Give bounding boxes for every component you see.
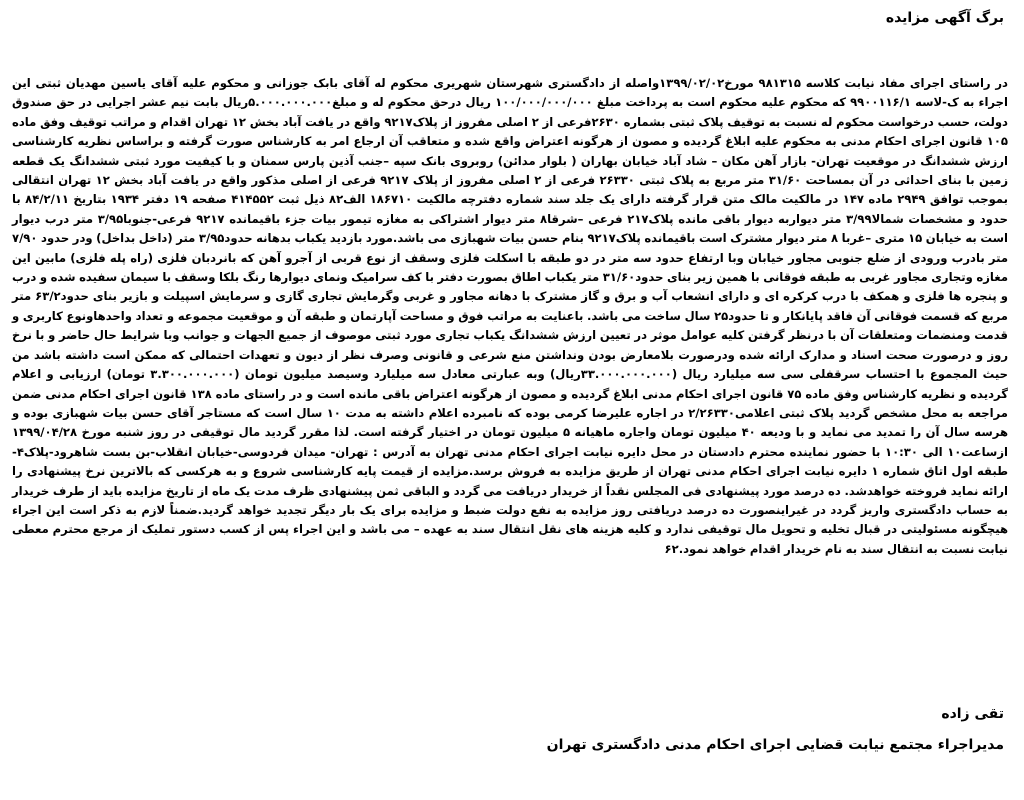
document-body: در راستای اجرای مفاد نیابت کلاسه ۹۸۱۳۱۵ مورخ۱۳۹۹/۰۲/۰۲واصله از دادگستری شهرستان شهریری محکوم له آقای بابک جوزانی و محکوم علیه آقای یاسین مهدیان ثبتی این اجراء به ک-لاسه ۹۹۰۰۱۱۶/۱ که محکوم علیه محکوم است به پرداخت مبلغ ۱۰۰/۰۰۰/۰۰۰/۰۰۰ ریال درحق محکوم له و مبلغ۵.۰۰۰.۰۰۰.۰۰۰ریال بابت نیم عشر اجرایی در حق صندوق دولت، حسب درخواست محکوم له نسبت به توقیف پلاک ثبتی بشماره ۲۶۳۰فرعی از ۲ اصلی مفروز از پلاک۹۲۱۷ واقع در یافت آباد بخش ۱۲ تهران اقدام و مراتب توقیف وفق ماده ۱۰۵ قانون اجرای احکام مدنی به محکوم علیه ابلاغ گردیده و مصون از هرگونه اعتراض واقع شده و متعاقب آن ارجاع امر به کارشناس صورت گرفته و براساس نظریه کارشناسی ارزش ششدانگ در موقعیت تهران- بازار آهن مکان – شاد آباد خیابان بهاران ( بلوار مدائن) روبروی بانک سپه –جنب آذین پارس سمنان و با کیفیت مورد ثبتی ششدانگ یک قطعه زمین با بنای احداثی در آن بمساحت ۳۱/۶۰ متر مربع به پلاک ثبتی ۲۶۳۳۰ فرعی از ۲ اصلی مفروز از پلاک ۹۲۱۷ فرعی از اصلی مذکور واقع در یافت آباد بخش ۱۲ تهران انتقالی بموجب توافق ۲۹۴۹ ماده ۱۴۷ در مالکیت مالک متن قرار گرفته دارای یک جلد سند شماره دفترچه مالکیت ۱۸۶۷۱۰ الف۸۲ ذیل ثبت ۴۱۴۵۵۲ صفحه ۱۹ دفتر ۱۹۳۴ بتاریخ ۸۴/۲/۱۱ با حدود و مشخصات شمالا۳/۹۹ متر دیواربه دیوار باقی مانده پلاک۲۱۷ فرعی –شرقا۸ متر دیوار اشتراکی به مغازه تیمور بیات جزء باقیمانده ۹۲۱۷ فرعی-جنوبا۳/۹۵ متر درب دیوار است به خیابان ۱۵ متری –غربا ۸ متر دیوار مشترک است باقیمانده پلاک۹۲۱۷ بنام حسن بیات شهبازی می باشد.مورد بازدید یکباب بدهانه حدود۳/۹۵ متر (داخل بداخل) ودر حدود ۷/۹۰ متر بادرب ورودی از ضلع جنوبی مجاور خیابان وبا ارتفاع حدود سه متر در دو طبقه با اسکلت فلزی وسقف از نوع قربی از آجرو آهن که بانردبان فلزی (راه پله فلزی) مابین این مغازه وتجاری مجاور غربی به طبقه فوقانی با همین زیر بنای حدود۳۱/۶۰ متر یکباب اطاق بصورت دفتر با کف سرامیک ونمای دیوارها رنگ بلکا وسقف با سیمان سفیده شده و درب و پنجره ها فلزی و همکف با درب کرکره ای و دارای انشعاب آب و برق و گاز مشترک با دهانه مجاور و غربی وگرمایش تجاری گازی و سرمایش اسپیلت و بازیر بنای حدود۶۳/۲ متر مربع که قسمت فوقانی آن فاقد پایانکار و تا حدود۲۵ سال ساخت می باشد. باعنایت به مراتب فوق و مساحت آپارتمان و طبقه آن و موقعیت مجموعه و تعداد واحدهاونوع کاربری و قدمت ومنضمات ومتعلقات آن با درنظر گرفتن کلیه عوامل موثر در تعیین ارزش ششدانگ یکباب تجاری مورد ثبتی موصوف از جمیع الجهات و جوانب وبا شرایط حال حاضر و با نرخ روز و درصورت صحت اسناد و مدارک ارائه شده ودرصورت بلامعارض بودن ونداشتن منع شرعی و قانونی وصرف نظر از دیون و تعهدات احتمالی که ممکن است داشته باشد من حیث المجموع با احتساب سرقفلی سی سه میلیارد ریال (۳۳.۰۰۰.۰۰۰.۰۰۰ریال) وبه عبارتی معادل سه میلیارد وسیصد میلیون تومان (۳.۳۰۰.۰۰۰.۰۰۰ تومان) ارزیابی و اعلام گردیده و نظریه کارشناس وفق ماده ۷۵ قانون اجرای احکام مدنی ابلاغ گردیده و مصون از هرگونه اعتراض باقی مانده است و در راستای ماده ۱۳۸ قانون اجرای احکام مدنی ضمن مراجعه به محل مشخص گردید پلاک ثبتی اعلامی۲/۲۶۳۳۰ در اجاره علیرضا کرمی بوده که نامبرده اعلام داشته به مدت ۱۰ سال است که مستاجر آقای حسن بیات شهبازی بوده و هرسه سال آن را تمدید می نماید و با ودیعه ۴۰ میلیون تومان واجاره ماهیانه ۵ میلیون تومان در اختیار گرفته است. لذا مقرر گردید مال توقیفی در روز شنبه مورخ ۱۳۹۹/۰۴/۲۸ ازساعت۱۰ الی ۱۰:۳۰ با حضور نماینده محترم دادستان در محل دایره نیابت اجرای احکام مدنی تهران به آدرس : تهران- میدان فردوسی-خیابان انقلاب-بن بست شاهرود-پلاک۴- طبقه اول اتاق شماره ۱ دایره نیابت اجرای احکام مدنی تهران از طریق مزایده به فروش برسد.مزایده از قیمت پایه کارشناسی شروع و به هرکسی که بالاترین نرخ پیشنهادی را ارائه نماید فروخته خواهدشد. ده درصد مورد پیشنهادی فی المجلس نقداً از خریدار دریافت می گردد و الباقی ثمن پیشنهادی ظرف مدت یک ماه از تاریخ مزایده باید از طرف خریدار به حساب دادگستری واریز گردد در غیراینصورت ده درصد دریافتی روز مزایده به نفع دولت ضبط و مزایده برای یک بار دیگر تجدید خواهد گردید.ضمناً لازم به ذکر است این اجراء هیچگونه مسئولیتی در قبال تخلیه و تحویل مال توقیفی ندارد و کلیه هزینه های نقل انتقال سند به عهده – می باشد و این اجراء پس از کسب دستور تملیک از مرجع محترم معطی نیابت نسبت به انتقال سند به نام خریدار اقدام خواهد نمود.۶۲ [12,76,1009,556]
signer-name: تقی زاده [941,706,1004,722]
signer-title: مدیراجراء مجتمع نیابت قضایی اجرای احکام مدنی دادگستری تهران [546,737,1004,753]
document-title: برگ آگهی مزایده [885,10,1004,26]
